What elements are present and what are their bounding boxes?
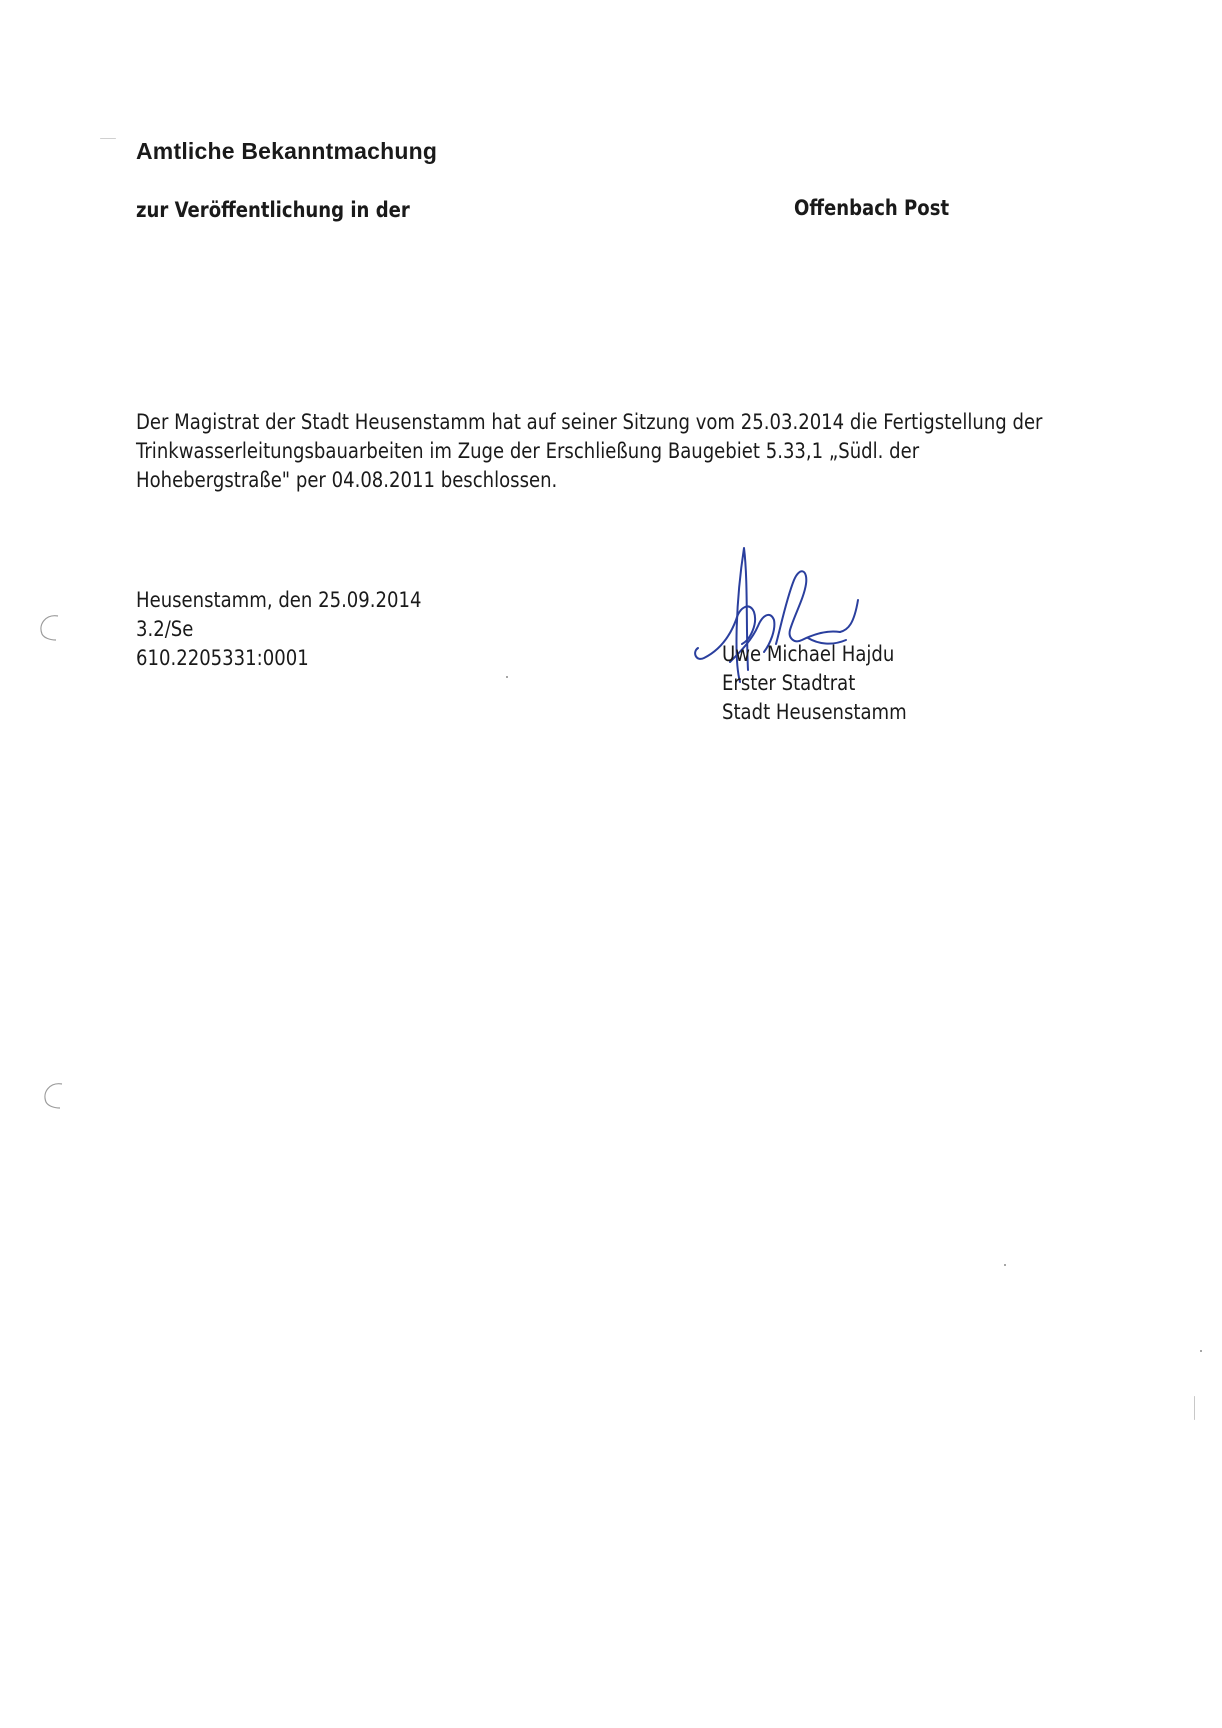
publication-label: zur Veröffentlichung in der xyxy=(136,198,410,222)
punch-hole-icon xyxy=(40,1080,70,1110)
signer-title: Erster Stadtrat xyxy=(722,671,856,695)
signer-name: Uwe Michael Hajdu xyxy=(722,642,895,666)
place-date: Heusenstamm, den 25.09.2014 xyxy=(136,588,422,612)
scan-speck xyxy=(1004,1264,1006,1266)
scan-speck xyxy=(100,138,116,139)
scan-speck xyxy=(1194,1396,1195,1420)
scan-speck xyxy=(1200,1350,1202,1352)
announcement-body xyxy=(136,408,1048,495)
place-and-reference-block xyxy=(136,586,422,673)
signer-organization: Stadt Heusenstamm xyxy=(722,700,907,724)
signer-block xyxy=(722,640,907,727)
scan-speck xyxy=(506,676,508,678)
reference-code: 3.2/Se xyxy=(136,617,194,641)
document-heading: Amtliche Bekanntmachung xyxy=(136,138,438,164)
file-number: 610.2205331:0001 xyxy=(136,646,309,670)
punch-hole-icon xyxy=(36,612,66,642)
body-line: Trinkwasserleitungsbauarbeiten im Zuge der Erschließung Baugebiet 5.33,1 „Südl. der xyxy=(136,439,920,463)
publication-name: Offenbach Post xyxy=(794,196,950,220)
body-line: Hohebergstraße" per 04.08.2011 beschlossen. xyxy=(136,468,558,492)
body-line: Der Magistrat der Stadt Heusenstamm hat auf seiner Sitzung vom 25.03.2014 die Fertigstellung der xyxy=(136,410,1043,434)
